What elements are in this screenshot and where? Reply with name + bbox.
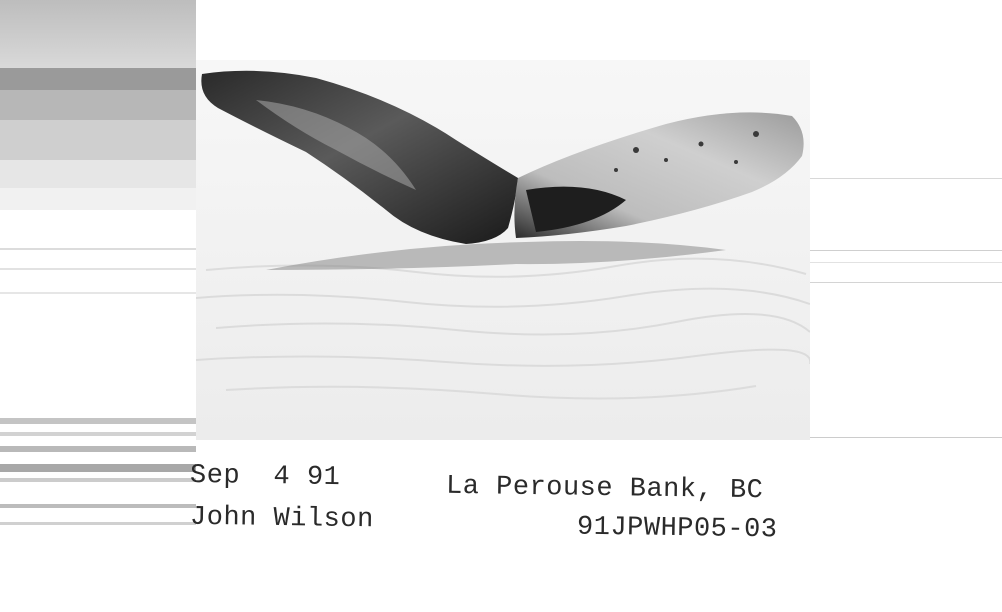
photographer-name: John Wilson bbox=[189, 502, 374, 536]
photo-location: La Perouse Bank, BC bbox=[445, 471, 764, 507]
whale-fluke-photo bbox=[196, 60, 810, 440]
photo-date: Sep 4 91 bbox=[189, 460, 341, 494]
photo-id: 91JPWHP05-03 bbox=[576, 512, 778, 546]
whale-tail-icon bbox=[196, 60, 810, 440]
scan-artifact-right bbox=[806, 0, 1002, 612]
scan-artifact-left bbox=[0, 0, 196, 612]
